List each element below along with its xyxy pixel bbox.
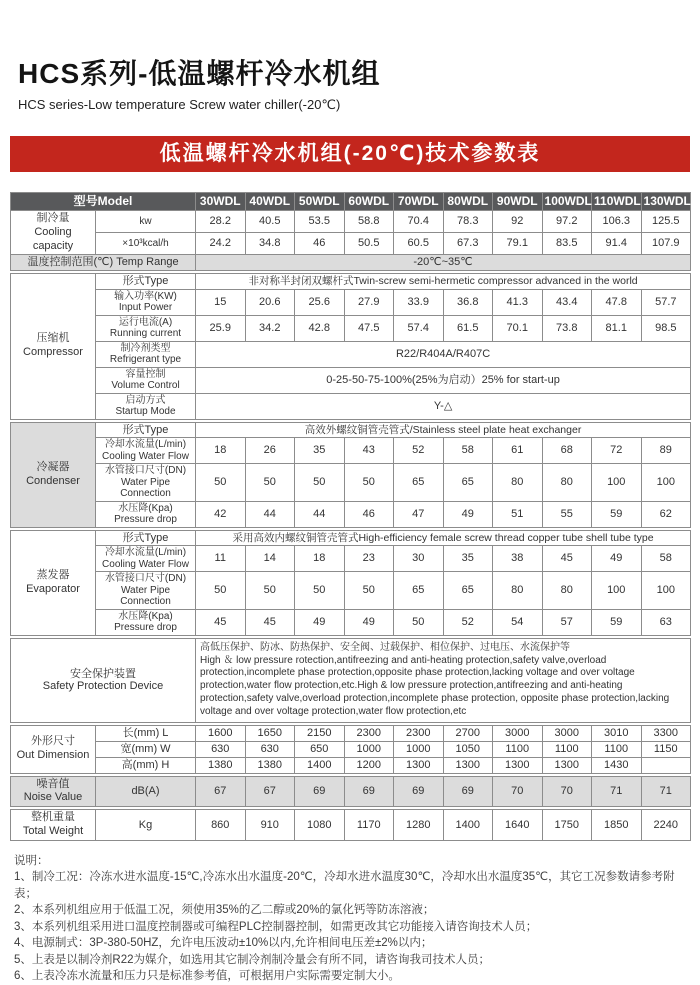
value-cell: 1400: [295, 757, 345, 773]
value-cell: 1080: [295, 810, 345, 841]
value-cell: 30: [394, 546, 444, 572]
value-cell: 100: [592, 572, 642, 610]
value-cell: 65: [443, 464, 493, 502]
value-cell: 50: [295, 572, 345, 610]
dimension-height-label: 高(mm) H: [96, 757, 196, 773]
value-cell: 50: [344, 464, 394, 502]
value-cell: 69: [443, 776, 493, 807]
value-cell: 43: [344, 438, 394, 464]
value-cell: 3000: [493, 725, 543, 741]
value-cell: 40.5: [245, 211, 295, 233]
value-cell: 38: [493, 546, 543, 572]
value-cell: 1150: [641, 741, 691, 757]
section-label-evaporator: 蒸发器 Evaporator: [11, 530, 96, 635]
value-cell: 50: [245, 464, 295, 502]
value-cell: 90WDL: [493, 193, 543, 211]
value-cell: 1400: [443, 810, 493, 841]
page-subtitle: HCS series-Low temperature Screw water chiller(-20℃): [18, 97, 341, 112]
unit-kcal-label: ×10³kcal/h: [96, 233, 196, 255]
row-condenser-pipe: [11, 464, 691, 502]
table-dimension-section: [10, 725, 691, 774]
value-cell: 50: [394, 609, 444, 635]
value-cell: 14: [245, 546, 295, 572]
table-evaporator-section: [10, 530, 691, 636]
temp-range-label: 温度控制范围(℃) Temp Range: [11, 255, 196, 271]
value-cell: 45: [542, 546, 592, 572]
value-cell: 58: [641, 546, 691, 572]
row-refrigerant: [11, 341, 691, 367]
evaporator-type-label: 形式Type: [96, 530, 196, 546]
refrigerant-value: R22/R404A/R407C: [196, 341, 691, 367]
row-dimension-width: [11, 741, 691, 757]
value-cell: 50: [196, 572, 246, 610]
value-cell: 1380: [196, 757, 246, 773]
value-cell: 68: [542, 438, 592, 464]
value-cell: 100: [641, 572, 691, 610]
note-line: 4、电源制式：3P-380-50HZ，允许电压波动±10%以内,允许相间电压差±2%以内；: [14, 937, 433, 950]
value-cell: 1650: [245, 725, 295, 741]
condenser-type-value: 高效外螺纹铜管壳管式/Stainless steel plate heat exchanger: [196, 422, 691, 438]
row-condenser-pressure-drop: [11, 501, 691, 527]
value-cell: 2300: [344, 725, 394, 741]
value-cell: 50: [245, 572, 295, 610]
value-cell: 51: [493, 501, 543, 527]
value-cell: 42: [196, 501, 246, 527]
value-cell: 47.8: [592, 289, 642, 315]
value-cell: 42.8: [295, 315, 345, 341]
value-cell: 860: [196, 810, 246, 841]
value-cell: 33.9: [394, 289, 444, 315]
value-cell: 100: [641, 464, 691, 502]
value-cell: 50: [196, 464, 246, 502]
value-cell: 50WDL: [295, 193, 345, 211]
value-cell: 130WDL: [641, 193, 691, 211]
row-input-power: [11, 289, 691, 315]
section-label-weight: 整机重量 Total Weight: [11, 810, 96, 841]
value-cell: 1100: [592, 741, 642, 757]
value-cell: 67.3: [443, 233, 493, 255]
value-cell: 1050: [443, 741, 493, 757]
value-cell: 44: [295, 501, 345, 527]
value-cell: 97.2: [542, 211, 592, 233]
table-weight-section: [10, 809, 691, 841]
value-cell: 46: [344, 501, 394, 527]
value-cell: 110WDL: [592, 193, 642, 211]
weight-unit-label: Kg: [96, 810, 196, 841]
volume-control-value: 0-25-50-75-100%(25%为启动）25% for start-up: [196, 367, 691, 393]
value-cell: 34.2: [245, 315, 295, 341]
value-cell: 65: [443, 572, 493, 610]
note-line: 2、本系列机组应用于低温工况，须使用35%的乙二醇或20%的氯化钙等防冻溶液；: [14, 904, 435, 917]
value-cell: 73.8: [542, 315, 592, 341]
value-cell: 27.9: [344, 289, 394, 315]
value-cell: 2700: [443, 725, 493, 741]
value-cell: 1430: [592, 757, 642, 773]
value-cell: 36.8: [443, 289, 493, 315]
value-cell: 44: [245, 501, 295, 527]
value-cell: 1300: [542, 757, 592, 773]
table-compressor-section: [10, 273, 691, 420]
value-cell: 67: [245, 776, 295, 807]
value-cell: 11: [196, 546, 246, 572]
value-cell: 3300: [641, 725, 691, 741]
startup-mode-label: 启动方式 Startup Mode: [96, 393, 196, 419]
notes-heading: 说明：: [14, 854, 49, 867]
value-cell: 20.6: [245, 289, 295, 315]
value-cell: 35: [295, 438, 345, 464]
value-cell: 50: [344, 572, 394, 610]
evaporator-pressure-drop-label: 水压降(Kpa) Pressure drop: [96, 609, 196, 635]
value-cell: 53.5: [295, 211, 345, 233]
value-cell: 1100: [493, 741, 543, 757]
condenser-pipe-label: 水管接口尺寸(DN) Water Pipe Connection: [96, 464, 196, 502]
row-evaporator-pressure-drop: [11, 609, 691, 635]
section-banner: [10, 136, 690, 172]
value-cell: 57.7: [641, 289, 691, 315]
value-cell: 125.5: [641, 211, 691, 233]
evaporator-type-value: 采用高效内螺纹铜管壳管式High-efficiency female screw thread copper tube shell tube type: [196, 530, 691, 546]
value-cell: 24.2: [196, 233, 246, 255]
noise-unit-label: dB(A): [96, 776, 196, 807]
value-cell: 70WDL: [394, 193, 444, 211]
value-cell: 25.6: [295, 289, 345, 315]
value-cell: 52: [443, 609, 493, 635]
value-cell: 54: [493, 609, 543, 635]
banner-text: 低温螺杆冷水机组(-20℃)技术参数表: [159, 142, 541, 165]
value-cell: 1200: [344, 757, 394, 773]
value-cell: 630: [245, 741, 295, 757]
page-title: HCS系列-低温螺杆冷水机组: [18, 58, 381, 89]
row-startup-mode: [11, 393, 691, 419]
value-cell: 59: [592, 609, 642, 635]
value-cell: 63: [641, 609, 691, 635]
value-cell: 34.8: [245, 233, 295, 255]
value-cell: 65: [394, 572, 444, 610]
note-line: 3、本系列机组采用进口温度控制器或可编程PLC控制器控制，如需更改其它功能接入请咨询技术人员；: [14, 920, 538, 933]
value-cell: 30WDL: [196, 193, 246, 211]
value-cell: 58.8: [344, 211, 394, 233]
condenser-water-flow-label: 冷却水流量(L/min) Cooling Water Flow: [96, 438, 196, 464]
value-cell: 89: [641, 438, 691, 464]
value-cell: 60WDL: [344, 193, 394, 211]
value-cell: 69: [394, 776, 444, 807]
value-cell: 35: [443, 546, 493, 572]
value-cell: 50: [295, 464, 345, 502]
value-cell: 60.5: [394, 233, 444, 255]
value-cell: 80: [542, 572, 592, 610]
value-cell: 52: [394, 438, 444, 464]
value-cell: 57: [542, 609, 592, 635]
running-current-label: 运行电流(A) Running current: [96, 315, 196, 341]
row-evaporator-type: [11, 530, 691, 546]
row-evaporator-pipe: [11, 572, 691, 610]
value-cell: 1000: [394, 741, 444, 757]
value-cell: 62: [641, 501, 691, 527]
table-safety-section: [10, 638, 691, 723]
value-cell: 80: [493, 572, 543, 610]
value-cell: 1600: [196, 725, 246, 741]
row-total-weight: [11, 810, 691, 841]
value-cell: 45: [245, 609, 295, 635]
value-cell: 18: [196, 438, 246, 464]
value-cell: 47.5: [344, 315, 394, 341]
value-cell: 80: [542, 464, 592, 502]
value-cell: 25.9: [196, 315, 246, 341]
safety-label: 安全保护装置 Safety Protection Device: [11, 638, 196, 722]
unit-kw-label: kw: [96, 211, 196, 233]
refrigerant-label: 制冷剂类型 Refrigerant type: [96, 341, 196, 367]
value-cell: 18: [295, 546, 345, 572]
value-cell: 910: [245, 810, 295, 841]
value-cell: 79.1: [493, 233, 543, 255]
condenser-pressure-drop-label: 水压降(Kpa) Pressure drop: [96, 501, 196, 527]
row-safety-protection: [11, 638, 691, 722]
note-line: 5、上表是以制冷剂R22为媒介，如选用其它制冷剂制冷量会有所不同，请咨询我司技术人员；: [14, 953, 490, 966]
value-cell: 70: [542, 776, 592, 807]
value-cell: 2150: [295, 725, 345, 741]
value-cell: 2300: [394, 725, 444, 741]
temp-range-value: -20℃~35℃: [196, 255, 691, 271]
note-line: 6、上表冷冻水流量和压力只是标准参考值，可根据用户实际需要定制大小。: [14, 970, 400, 983]
section-label-dimension: 外形尺寸 Out Dimension: [11, 725, 96, 773]
value-cell: 630: [196, 741, 246, 757]
value-cell: 70: [493, 776, 543, 807]
value-cell: 71: [641, 776, 691, 807]
value-cell: 3000: [542, 725, 592, 741]
volume-control-label: 容量控制 Volume Control: [96, 367, 196, 393]
value-cell: 3010: [592, 725, 642, 741]
row-evaporator-water-flow: [11, 546, 691, 572]
compressor-type-value: 非对称半封闭双螺杆式Twin-screw semi-hermetic compressor advanced in the world: [196, 273, 691, 289]
model-header-row: [11, 193, 691, 211]
row-cooling-kw: [11, 211, 691, 233]
value-cell: 43.4: [542, 289, 592, 315]
value-cell: 71: [592, 776, 642, 807]
row-dimension-height: [11, 757, 691, 773]
value-cell: 81.1: [592, 315, 642, 341]
input-power-label: 输入功率(KW) Input Power: [96, 289, 196, 315]
value-cell: 92: [493, 211, 543, 233]
row-dimension-length: [11, 725, 691, 741]
spec-table: [10, 192, 690, 841]
value-cell: 1380: [245, 757, 295, 773]
value-cell: 26: [245, 438, 295, 464]
value-cell: 91.4: [592, 233, 642, 255]
value-cell: 61: [493, 438, 543, 464]
row-temp-range: [11, 255, 691, 271]
value-cell: 46: [295, 233, 345, 255]
value-cell: 45: [196, 609, 246, 635]
value-cell: 100: [592, 464, 642, 502]
value-cell: 61.5: [443, 315, 493, 341]
value-cell: 67: [196, 776, 246, 807]
header-block: [0, 0, 700, 113]
value-cell: 15: [196, 289, 246, 315]
value-cell: 23: [344, 546, 394, 572]
value-cell: 41.3: [493, 289, 543, 315]
dimension-length-label: 长(mm) L: [96, 725, 196, 741]
condenser-type-label: 形式Type: [96, 422, 196, 438]
value-cell: 1300: [443, 757, 493, 773]
value-cell: 2240: [641, 810, 691, 841]
compressor-type-label: 形式Type: [96, 273, 196, 289]
value-cell: 69: [344, 776, 394, 807]
value-cell: 57.4: [394, 315, 444, 341]
row-noise: [11, 776, 691, 807]
value-cell: 47: [394, 501, 444, 527]
value-cell: 1280: [394, 810, 444, 841]
value-cell: 1750: [542, 810, 592, 841]
dimension-width-label: 宽(mm) W: [96, 741, 196, 757]
table-noise-section: [10, 776, 691, 808]
notes-block: [14, 853, 686, 985]
value-cell: 100WDL: [542, 193, 592, 211]
model-header-label: 型号Model: [11, 193, 196, 211]
value-cell: 106.3: [592, 211, 642, 233]
value-cell: 1850: [592, 810, 642, 841]
value-cell: 80: [493, 464, 543, 502]
row-cooling-kcal: [11, 233, 691, 255]
value-cell: 55: [542, 501, 592, 527]
row-running-current: [11, 315, 691, 341]
value-cell: 58: [443, 438, 493, 464]
value-cell: 49: [443, 501, 493, 527]
startup-mode-value: Y-△: [196, 393, 691, 419]
row-condenser-water-flow: [11, 438, 691, 464]
value-cell: 1100: [542, 741, 592, 757]
row-volume-control: [11, 367, 691, 393]
value-cell: 28.2: [196, 211, 246, 233]
value-cell: 70.1: [493, 315, 543, 341]
section-label-cooling-capacity: 制冷量 Cooling capacity: [11, 211, 96, 255]
value-cell: 78.3: [443, 211, 493, 233]
value-cell: 1640: [493, 810, 543, 841]
value-cell: 72: [592, 438, 642, 464]
section-label-condenser: 冷凝器 Condenser: [11, 422, 96, 527]
note-line: 1、制冷工况：冷冻水进水温度-15℃,冷冻水出水温度-20℃，冷却水进水温度30℃，冷却水出水温度35℃，其它工况参数请参考附表；: [14, 871, 675, 900]
value-cell: 70.4: [394, 211, 444, 233]
table-condenser-section: [10, 422, 691, 528]
value-cell: 50.5: [344, 233, 394, 255]
notes-list: [14, 869, 686, 985]
evaporator-water-flow-label: 冷却水流量(L/min) Cooling Water Flow: [96, 546, 196, 572]
value-cell: 1000: [344, 741, 394, 757]
row-compressor-type: [11, 273, 691, 289]
value-cell: 80WDL: [443, 193, 493, 211]
value-cell: 49: [344, 609, 394, 635]
evaporator-pipe-label: 水管接口尺寸(DN) Water Pipe Connection: [96, 572, 196, 610]
value-cell: 1300: [394, 757, 444, 773]
value-cell: 650: [295, 741, 345, 757]
section-label-compressor: 压缩机 Compressor: [11, 273, 96, 419]
row-condenser-type: [11, 422, 691, 438]
value-cell: 49: [295, 609, 345, 635]
value-cell: 1300: [493, 757, 543, 773]
value-cell: 40WDL: [245, 193, 295, 211]
safety-text: 高低压保护、防冰、防热保护、安全阀、过载保护、相位保护、过电压、水流保护等 High ＆ low pressure rotection,antifreezing and anti-heating protection,safety valve,overload protection,incomplete phase protection,opposite phase protection,lacking voltage and over voltage protection,water flow protection,etc.High & low pressure protection,antifreezing and anti-heating protection,safety valve,overload protection,incomplete phase protection, opposite phase protection,lacking voltage and over voltage protection,water flow protection,etc: [196, 638, 691, 722]
section-label-noise: 噪音值 Noise Value: [11, 776, 96, 807]
value-cell: 83.5: [542, 233, 592, 255]
value-cell: 107.9: [641, 233, 691, 255]
value-cell: 49: [592, 546, 642, 572]
value-cell: 98.5: [641, 315, 691, 341]
value-cell: 65: [394, 464, 444, 502]
value-cell: [641, 757, 691, 773]
table-top-section: [10, 192, 691, 271]
value-cell: 69: [295, 776, 345, 807]
value-cell: 1170: [344, 810, 394, 841]
value-cell: 59: [592, 501, 642, 527]
